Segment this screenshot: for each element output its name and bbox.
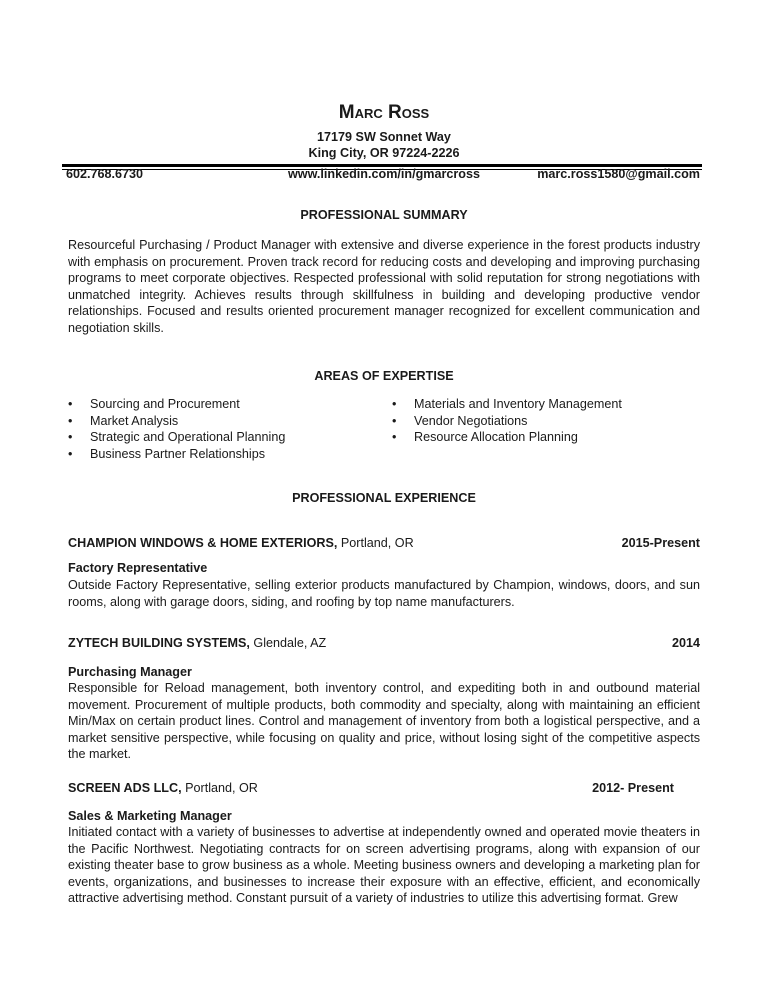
expertise-label: Market Analysis: [90, 414, 179, 428]
text-line: attractive advertising method. Constant pursuit of a variety of industries to utilize this advertising format. Grew: [68, 891, 678, 905]
address-line-2: King City, OR 97224-2226: [308, 146, 460, 160]
text-line: events, organizations, and businesses to increase their exposure with an effective, efficient, and economically: [68, 874, 700, 889]
job-dates: 2015-Present: [621, 536, 700, 550]
linkedin-link[interactable]: www.linkedin.com/in/gmarcross: [288, 167, 480, 181]
job-title: Factory Representative: [68, 561, 208, 575]
text-line: the Pacific Northwest. Negotiating contracts for on screen advertising programs, along with expansion of our: [68, 841, 700, 856]
bullet-icon: •: [392, 397, 397, 411]
job-dates: 2012- Present: [592, 781, 674, 795]
address-line-1: 17179 SW Sonnet Way: [317, 130, 451, 144]
text-line: Outside Factory Representative, selling exterior products manufactured by Champion, windows, doors, and sun: [68, 578, 700, 592]
text-line: Min/Max on certain product lines. Control and management of inventory from both a logistical perspective, and a: [68, 714, 700, 728]
summary-heading: PROFESSIONAL SUMMARY: [300, 208, 468, 222]
job-company: [68, 781, 258, 795]
phone: 602.768.6730: [66, 167, 144, 181]
company-location: Glendale, AZ: [249, 636, 327, 650]
job-title: Purchasing Manager: [68, 665, 192, 679]
expertise-label: Vendor Negotiations: [414, 414, 528, 428]
bullet-icon: •: [68, 397, 73, 411]
text-line: negotiation skills.: [68, 320, 164, 335]
expertise-label: Business Partner Relationships: [90, 447, 266, 461]
text-line: Responsible for Reload management, both inventory control, and expediting both in and outbound material: [68, 681, 700, 695]
bullet-icon: •: [392, 430, 397, 444]
text-line: market sensitive perspective, while focusing on quality and price, without losing sight of the competitive aspects: [68, 730, 700, 745]
text-line: unmatched integrity. Achieves results through skillfulness in building and developing productive vendor: [68, 287, 700, 302]
text-line: with emphasis on procurement. Proven track record for reducing costs and developing and improving purchasing: [68, 254, 700, 269]
expertise-heading: AREAS OF EXPERTISE: [314, 369, 454, 383]
summary-paragraph: [68, 237, 700, 336]
text-line: existing theater base to grow business as a whole. Meeting business owners and developing a marketing plan for: [68, 858, 700, 872]
job-company: [68, 536, 414, 550]
job-description: [68, 577, 700, 610]
bullet-icon: •: [68, 447, 73, 461]
job-description: [68, 824, 700, 907]
job-description: [68, 680, 700, 763]
company-name: ZYTECH BUILDING SYSTEMS,: [68, 636, 250, 650]
company-name: SCREEN ADS LLC,: [68, 781, 182, 795]
job-title: Sales & Marketing Manager: [68, 809, 232, 823]
text-line: the market.: [68, 747, 131, 761]
expertise-label: Strategic and Operational Planning: [90, 430, 286, 444]
expertise-label: Materials and Inventory Management: [414, 397, 622, 411]
expertise-label: Resource Allocation Planning: [414, 430, 578, 444]
company-name: CHAMPION WINDOWS & HOME EXTERIORS,: [68, 536, 338, 550]
text-line: relationships. Focused and results oriented procurement manager recognized for excellent communication and: [68, 304, 700, 318]
text-line: Initiated contact with a variety of businesses to advertise at independently owned and operated movie theaters in: [68, 825, 700, 839]
expertise-label: Sourcing and Procurement: [90, 397, 240, 411]
text-line: Resourceful Purchasing / Product Manager with extensive and diverse experience in the forest products industry: [68, 238, 700, 252]
bullet-icon: •: [392, 414, 397, 428]
email-link[interactable]: marc.ross1580@gmail.com: [537, 167, 700, 181]
bullet-icon: •: [68, 430, 73, 444]
job-dates: 2014: [671, 636, 700, 650]
candidate-name: Marc Ross: [338, 102, 430, 123]
experience-heading: PROFESSIONAL EXPERIENCE: [292, 491, 476, 505]
text-line: programs to meet corporate objectives. Respected professional with solid reputation for strong negotiations with: [68, 271, 700, 285]
company-location: Portland, OR: [181, 781, 258, 795]
text-line: rooms, along with garage doors, siding, and roofing by top name manufacturers.: [68, 594, 515, 609]
company-location: Portland, OR: [337, 536, 414, 550]
bullet-icon: •: [68, 414, 73, 428]
text-line: movement. Procurement of multiple products, both commodity and specialty, along with maintaining an efficient: [68, 697, 700, 712]
job-company: [68, 636, 326, 650]
